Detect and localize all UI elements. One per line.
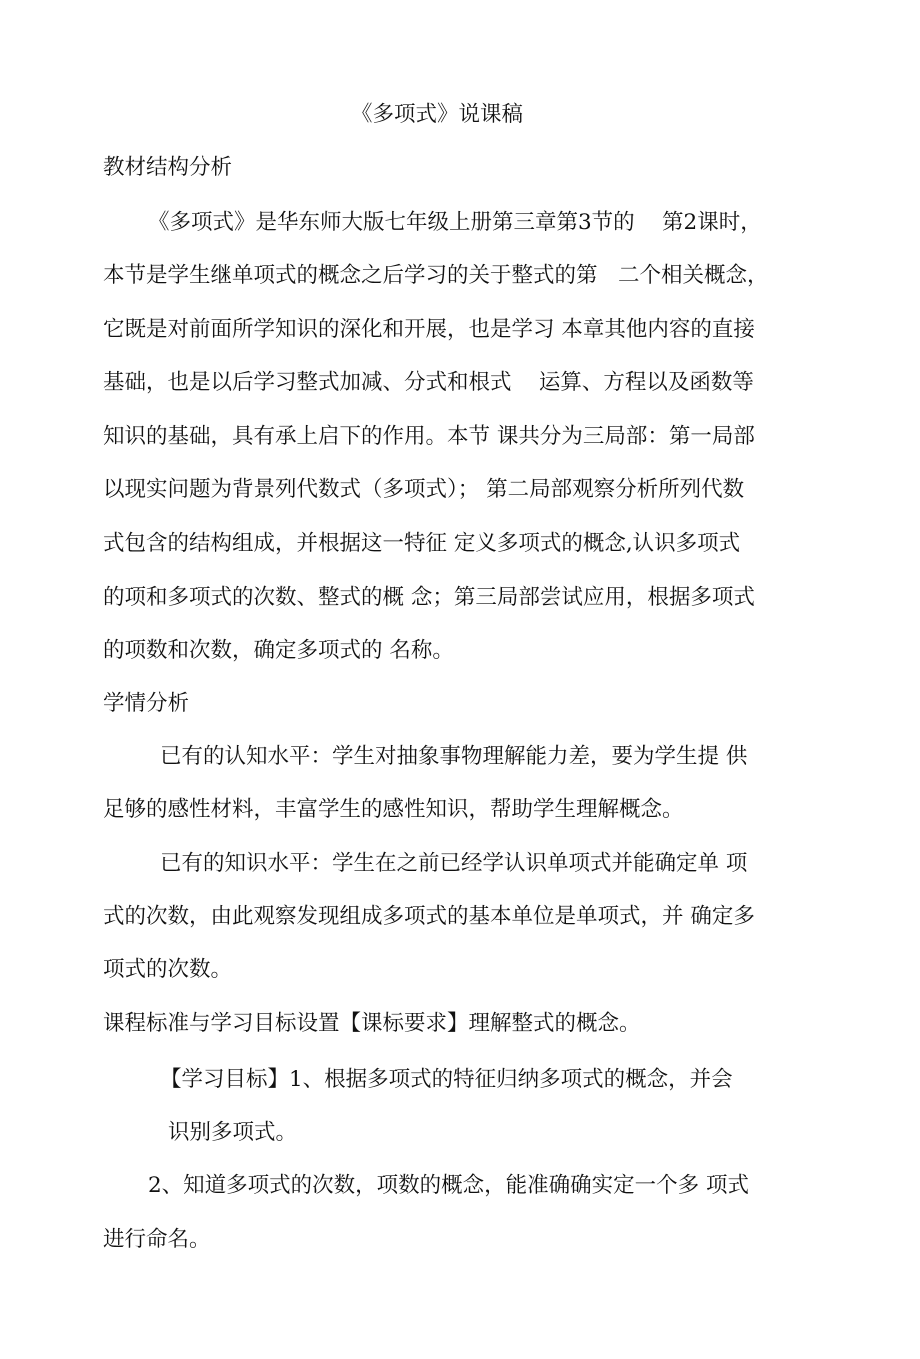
paragraph-line: 进行命名。 xyxy=(103,1227,211,1252)
paragraph-line: 2、知道多项式的次数，项数的概念，能准确确实定一个多 项式 xyxy=(148,1173,750,1198)
paragraph-line: 足够的感性材料，丰富学生的感性知识，帮助学生理解概念。 xyxy=(103,797,684,822)
paragraph-line: 式包含的结构组成，并根据这一特征 定义多项式的概念,认识多项式 xyxy=(103,531,741,556)
section-heading: 教材结构分析 xyxy=(103,155,233,180)
paragraph-line: 式的次数，由此观察发现组成多项式的基本单位是单项式，并 确定多 xyxy=(103,904,755,929)
paragraph-line: 识别多项式。 xyxy=(168,1120,298,1145)
paragraph-line: 的项数和次数，确定多项式的 名称。 xyxy=(103,638,454,663)
document-title: 《多项式》说课稿 xyxy=(351,102,524,127)
paragraph-line: 的项和多项式的次数、整式的概 念；第三局部尝试应用，根据多项式 xyxy=(103,585,755,610)
paragraph-line: 以现实问题为背景列代数式（多项式）； 第二局部观察分析所列代数 xyxy=(103,477,745,502)
paragraph-line: 《多项式》是华东师大版七年级上册第三章第3节的 第2课时， xyxy=(148,210,762,235)
paragraph-line: 它既是对前面所学知识的深化和开展，也是学习 本章其他内容的直接 xyxy=(103,317,755,342)
paragraph-line: 已有的知识水平：学生在之前已经学认识单项式并能确定单 项 xyxy=(160,851,748,876)
paragraph-line: 基础，也是以后学习整式加减、分式和根式 运算、方程以及函数等 xyxy=(103,370,754,395)
paragraph-line: 【学习目标】1、根据多项式的特征归纳多项式的概念，并会 xyxy=(160,1067,733,1092)
paragraph-line: 项式的次数。 xyxy=(103,957,233,982)
section-heading: 课程标准与学习目标设置【课标要求】理解整式的概念。 xyxy=(103,1011,641,1036)
paragraph-line: 知识的基础，具有承上启下的作用。本节 课共分为三局部：第一局部 xyxy=(103,424,755,449)
paragraph-line: 已有的认知水平：学生对抽象事物理解能力差，要为学生提 供 xyxy=(160,744,748,769)
paragraph-line: 本节是学生继单项式的概念之后学习的关于整式的第 二个相关概念， xyxy=(103,263,769,288)
section-heading: 学情分析 xyxy=(103,691,190,716)
